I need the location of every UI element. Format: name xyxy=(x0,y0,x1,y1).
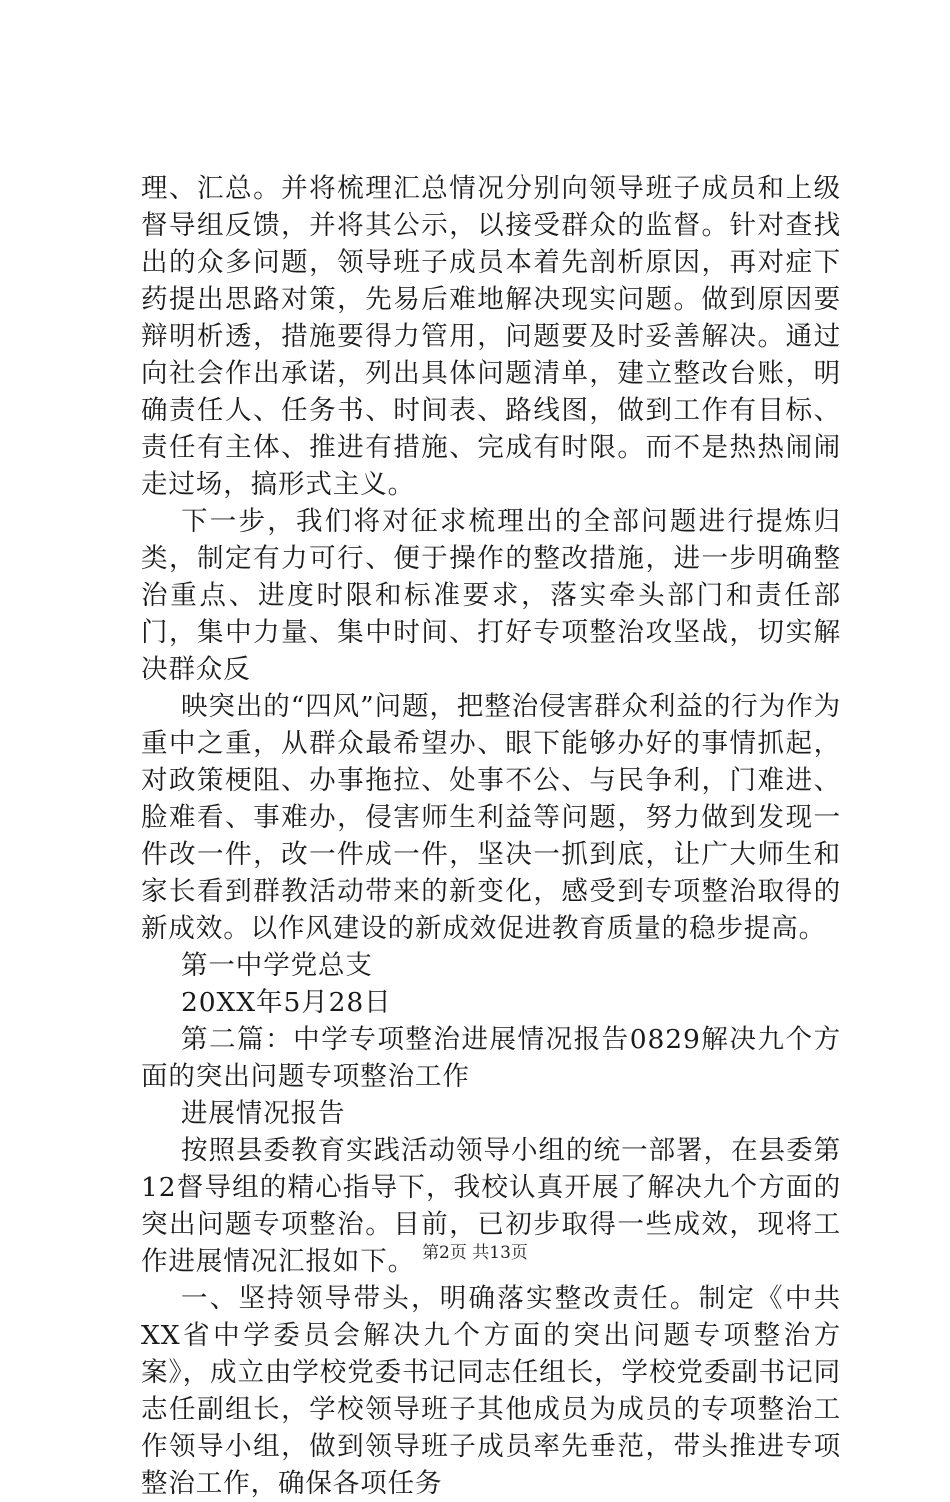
signature-date: 20XX年5月28日 xyxy=(181,987,392,1018)
paragraph-point-one: 一、坚持领导带头，明确落实整改责任。制定《中共XX省中学委员会解决九个方面的突出问题专项整治方案》，成立由学校党委书记同志任组长，学校党委副书记同志任副组长，学校领导班子其他成员为成员的专项整治工作领导小组，做到领导班子成员率先垂范，带头推进专项整治工作，确保各项任务 xyxy=(141,1283,841,1499)
section-title: 第二篇：中学专项整治进展情况报告0829解决九个方面的突出问题专项整治工作 xyxy=(141,1024,841,1092)
signature-organization: 第一中学党总支 xyxy=(181,950,373,981)
page-number: 第2页 共13页 xyxy=(422,1243,528,1263)
document-body xyxy=(141,170,841,1502)
paragraph-intro: 按照县委教育实践活动领导小组的统一部署，在县委第12督导组的精心指导下，我校认真开展了解决九个方面的突出问题专项整治。目前，已初步取得一些成效，现将工作进展情况汇报如下。 xyxy=(141,1135,841,1277)
paragraph-four-winds: 映突出的“四风”问题，把整治侵害群众利益的行为作为重中之重，从群众最希望办、眼下能够办好的事情抓起，对政策梗阻、办事拖拉、处事不公、与民争利，门难进、脸难看、事难办，侵害师生利益等问题，努力做到发现一件改一件，改一件成一件，坚决一抓到底，让广大师生和家长看到群教活动带来的新变化，感受到专项整治取得的新成效。以作风建设的新成效促进教育质量的稳步提高。 xyxy=(141,691,841,944)
paragraph-continuation: 理、汇总。并将梳理汇总情况分别向领导班子成员和上级督导组反馈，并将其公示，以接受群众的监督。针对查找出的众多问题，领导班子成员本着先剖析原因，再对症下药提出思路对策，先易后难地解决现实问题。做到原因要辩明析透，措施要得力管用，问题要及时妥善解决。通过向社会作出承诺，列出具体问题清单，建立整改台账，明确责任人、任务书、时间表、路线图，做到工作有目标、责任有主体、推进有措施、完成有时限。而不是热热闹闹走过场，搞形式主义。 xyxy=(141,173,841,500)
paragraph-next-step: 下一步，我们将对征求梳理出的全部问题进行提炼归类，制定有力可行、便于操作的整改措施，进一步明确整治重点、进度时限和标准要求，落实牵头部门和责任部门，集中力量、集中时间、打好专项整治攻坚战，切实解决群众反 xyxy=(141,506,841,685)
section-subtitle: 进展情况报告 xyxy=(181,1098,346,1129)
